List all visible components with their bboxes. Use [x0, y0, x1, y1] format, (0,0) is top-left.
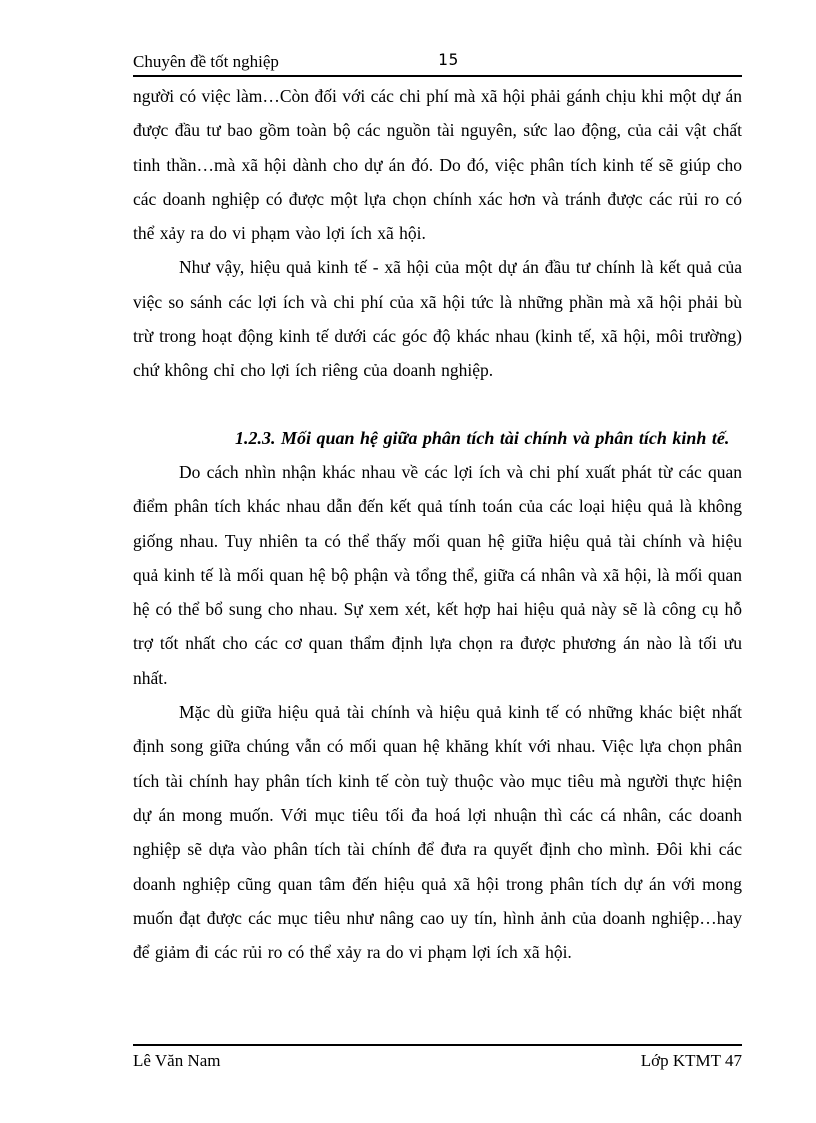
paragraph-4: Mặc dù giữa hiệu quả tài chính và hiệu quả kinh tế có những khác biệt nhất định song giữa chúng vẫn có mối quan hệ khăng khít với nhau. Việc lựa chọn phân tích tài chính hay phân tích kinh tế còn tuỳ thuộc vào mục tiêu mà người thực hiện dự án mong muốn. Với mục tiêu tối đa hoá lợi nhuận thì các cá nhân, các doanh nghiệp sẽ dựa vào phân tích tài chính để đưa ra quyết định cho mình. Đôi khi các doanh nghiệp cũng quan tâm đến hiệu quả xã hội trong phân tích dự án với mong muốn đạt được các mục tiêu như nâng cao uy tín, hình ảnh của doanh nghiệp…hay để giảm đi các rủi ro có thể xảy ra do vi phạm lợi ích xã hội. [133, 702, 742, 963]
page-header [133, 50, 742, 76]
footer-rule [133, 1044, 742, 1046]
section-heading: 1.2.3. Mối quan hệ giữa phân tích tài chính và phân tích kinh tế. [235, 427, 730, 448]
footer-class: Lớp KTMT 47 [640, 1051, 742, 1070]
paragraph-1: người có việc làm…Còn đối với các chi phí mà xã hội phải gánh chịu khi một dự án được đầu tư bao gồm toàn bộ các nguồn tài nguyên, sức lao động, của cải vật chất tinh thần…mà xã hội dành cho dự án đó. Do đó, việc phân tích kinh tế sẽ giúp cho các doanh nghiệp có được một lựa chọn chính xác hơn và tránh được các rủi ro có thể xảy ra do vi phạm vào lợi ích xã hội. [133, 86, 742, 244]
document-body [133, 79, 742, 969]
header-rule [133, 75, 742, 77]
page-number: 15 [438, 50, 460, 69]
paragraph-3: Do cách nhìn nhận khác nhau về các lợi ích và chi phí xuất phát từ các quan điểm phân tích khác nhau dẫn đến kết quả tính toán của các loại hiệu quả là không giống nhau. Tuy nhiên ta có thể thấy mối quan hệ giữa hiệu quả tài chính và hiệu quả kinh tế là mối quan hệ bộ phận và tổng thể, giữa cá nhân và xã hội, là mối quan hệ có thể bổ sung cho nhau. Sự xem xét, kết hợp hai hiệu quả này sẽ là công cụ hỗ trợ tốt nhất cho các cơ quan thẩm định lựa chọn ra được phương án nào là tối ưu nhất. [133, 461, 742, 688]
header-title: Chuyên đề tốt nghiệp [133, 52, 279, 71]
paragraph-2: Như vậy, hiệu quả kinh tế - xã hội của một dự án đầu tư chính là kết quả của việc so sánh các lợi ích và chi phí của xã hội tức là những phần mà xã hội phải bù trừ trong hoạt động kinh tế dưới các góc độ khác nhau (kinh tế, xã hội, môi trường) chứ không chỉ cho lợi ích riêng của doanh nghiệp. [133, 257, 742, 381]
footer-author: Lê Văn Nam [133, 1051, 221, 1070]
